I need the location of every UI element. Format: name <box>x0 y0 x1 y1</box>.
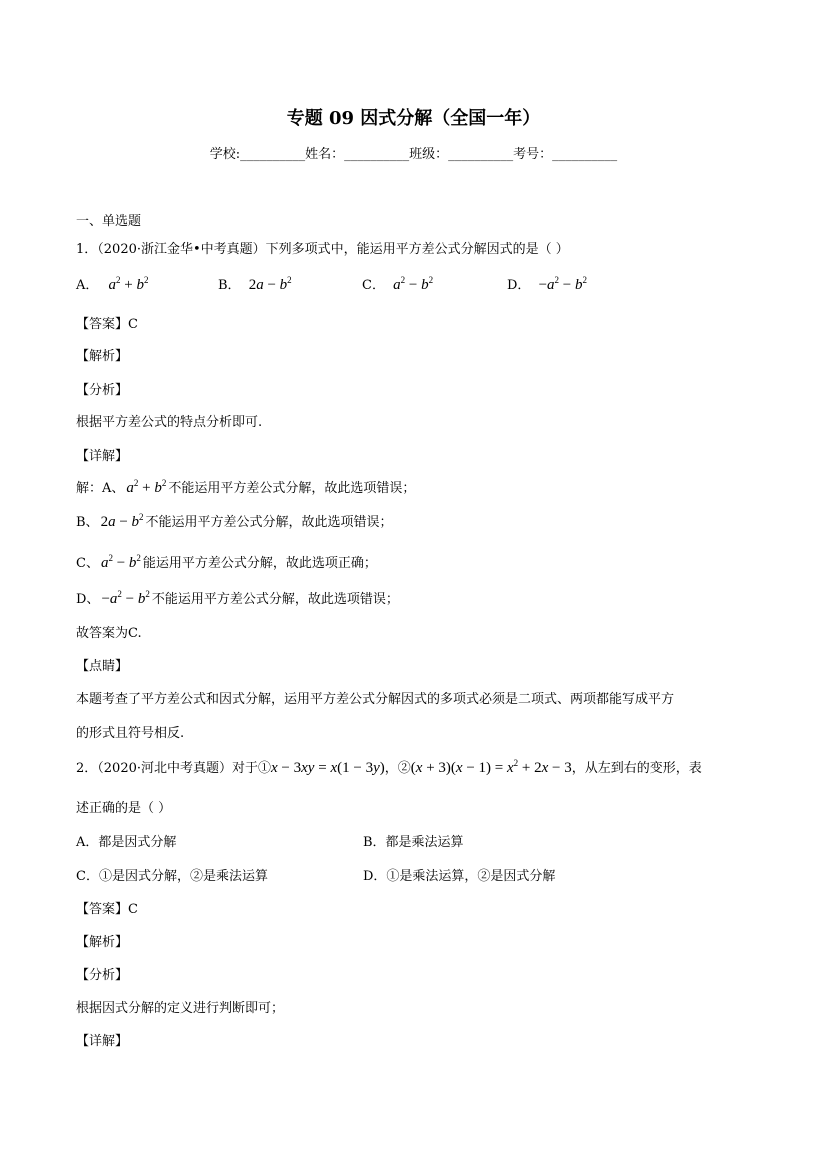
q2-option-d: D．①是乘法运算，②是因式分解 <box>363 869 556 884</box>
q2-fenxi-text: 根据因式分解的定义进行判断即可； <box>76 1001 285 1016</box>
q1-fenxi-heading: 【分析】 <box>76 383 129 398</box>
q2-stem-line-1: 2．（2020·河北中考真题）对于①x − 3xy = x(1 − 3y)，②(x + $3)(x - 1) = x^2 + 2x - 3$，从左到右的变形，表 <box>76 758 702 776</box>
q1-option-a: A． $a^2 + b^2$ <box>76 275 149 293</box>
q1-conclusion: 故答案为C. <box>76 626 142 641</box>
q1-dianjing-heading: 【点睛】 <box>76 659 129 674</box>
q1-detail-line-a: 解：A、 $a^2 + b^2$ 不能运用平方差公式分解，故此选项错误； <box>76 478 416 496</box>
q1-stem: 1．（2020·浙江金华•中考真题）下列多项式中，能运用平方差公式分解因式的是（ ） <box>76 242 569 257</box>
q1-answer: 【答案】C <box>76 317 138 332</box>
q1-dianjing-line-2: 的形式且符号相反. <box>76 726 185 741</box>
q1-detail-line-d: D、 $-a^2 - b^2$ 不能运用平方差公式分解，故此选项错误； <box>76 589 399 607</box>
q1-detail-line-b: B、 $2a - b^2$ 不能运用平方差公式分解，故此选项错误； <box>76 512 393 530</box>
q1-option-d: D． $-a^2 - b^2$ <box>507 275 588 293</box>
q1-detail-line-c: C、 $a^2 - b^2$ 能运用平方差公式分解，故此选项正确； <box>76 553 377 571</box>
section-heading: 一、单选题 <box>76 214 142 229</box>
q1-option-c: C． $a^2 - b^2$ <box>362 275 434 293</box>
q2-option-b: B．都是乘法运算 <box>363 835 464 850</box>
q2-stem-line-2: 述正确的是（ ） <box>76 801 172 816</box>
page-title: 专题 09 因式分解（全国一年） <box>286 108 541 129</box>
q1-fenxi-text: 根据平方差公式的特点分析即可. <box>76 415 263 430</box>
q1-jiexi-heading: 【解析】 <box>76 349 129 364</box>
q2-option-a: A．都是因式分解 <box>76 835 177 850</box>
q2-xiangjie-heading: 【详解】 <box>76 1034 129 1049</box>
q2-option-c: C．①是因式分解，②是乘法运算 <box>76 869 268 884</box>
q1-xiangjie-heading: 【详解】 <box>76 449 129 464</box>
q2-jiexi-heading: 【解析】 <box>76 935 129 950</box>
q1-option-b: B． $2a - b^2$ <box>218 275 292 293</box>
student-info-line: 学校:__________姓名：__________班级：__________考号：__________ <box>209 147 618 162</box>
q2-fenxi-heading: 【分析】 <box>76 968 129 983</box>
q1-dianjing-line-1: 本题考查了平方差公式和因式分解，运用平方差公式分解因式的多项式必须是二项式、两项都能写成平方 <box>76 692 675 707</box>
q2-answer: 【答案】C <box>76 902 138 917</box>
